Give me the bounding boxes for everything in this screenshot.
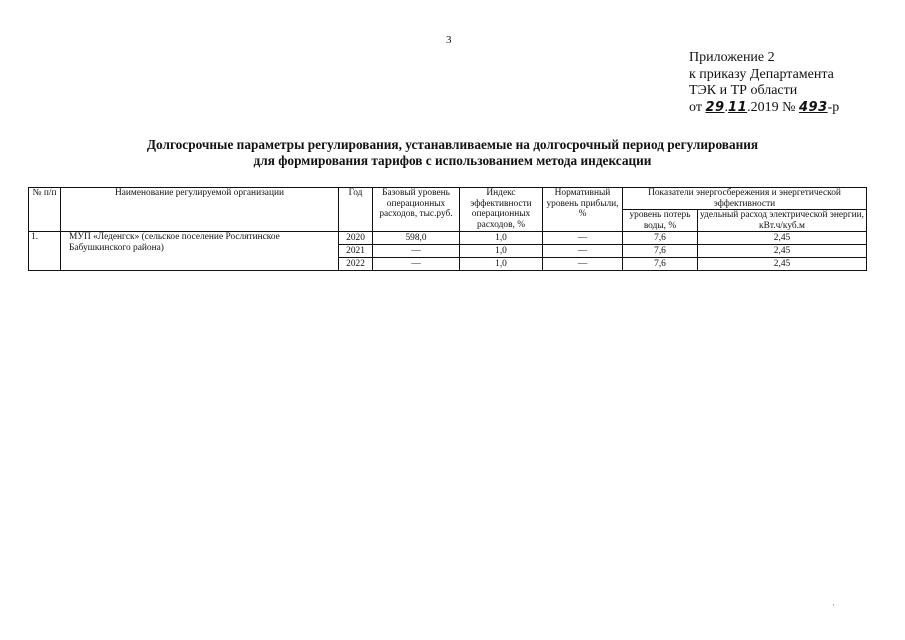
handwritten-month: 11	[728, 99, 748, 115]
cell-consumption: 2,45	[698, 258, 867, 271]
header-energy-group: Показатели энергосбережения и энергетической эффективности	[623, 188, 867, 210]
header-organization: Наименование регулируемой организации	[61, 188, 339, 232]
header-energy-consumption: удельный расход электрической энергии, кВт.ч/куб.м	[698, 210, 867, 232]
date-prefix: от	[689, 99, 706, 115]
appendix-order-ref: к приказу Департамента	[689, 66, 834, 82]
cell-profit: —	[543, 232, 623, 245]
organization-name: МУП «Леденгск» (сельское поселение Рослятинское Бабушкинского района)	[61, 232, 339, 271]
cell-index: 1,0	[460, 232, 543, 245]
cell-losses: 7,6	[623, 258, 698, 271]
date-year: .2019 №	[747, 99, 799, 115]
header-row	[29, 188, 867, 210]
header-year: Год	[339, 188, 373, 232]
date-separator: .	[724, 99, 729, 115]
row-number: 1.	[29, 232, 61, 271]
cell-year: 2021	[339, 245, 373, 258]
header-water-losses: уровень потерь воды, %	[623, 210, 698, 232]
handwritten-order-number: 493	[798, 99, 828, 115]
header-profit-level: Нормативный уровень прибыли, %	[543, 188, 623, 232]
cell-profit: —	[543, 258, 623, 271]
cell-base: —	[373, 258, 460, 271]
appendix-title: Приложение 2	[689, 50, 775, 65]
cell-base: 598,0	[373, 232, 460, 245]
appendix-department: ТЭК и ТР области	[689, 83, 798, 98]
cell-year: 2022	[339, 258, 373, 271]
cell-base: —	[373, 245, 460, 258]
cell-consumption: 2,45	[698, 232, 867, 245]
document-title	[0, 137, 905, 169]
header-efficiency-index: Индекс эффективности операционных расходов, %	[460, 188, 543, 232]
title-line-2: для формирования тарифов с использованием метода индексации	[253, 153, 652, 168]
cell-index: 1,0	[460, 258, 543, 271]
table-row	[29, 232, 867, 245]
cell-losses: 7,6	[623, 245, 698, 258]
header-number: № п/п	[29, 188, 61, 232]
title-line-1: Долгосрочные параметры регулирования, устанавливаемые на долгосрочный период регулирования	[146, 137, 759, 152]
order-suffix: -р	[827, 99, 840, 115]
parameters-table	[28, 187, 867, 271]
appendix-date-line	[689, 100, 839, 117]
page-number: 3	[446, 34, 452, 46]
cell-year: 2020	[339, 232, 373, 245]
cell-consumption: 2,45	[698, 245, 867, 258]
cell-profit: —	[543, 245, 623, 258]
header-base-expenses: Базовый уровень операционных расходов, тыс.руб.	[373, 188, 460, 232]
cell-index: 1,0	[460, 245, 543, 258]
handwritten-day: 29	[705, 99, 725, 115]
footer-mark: ·	[832, 600, 835, 610]
appendix-block	[689, 50, 839, 116]
cell-losses: 7,6	[623, 232, 698, 245]
